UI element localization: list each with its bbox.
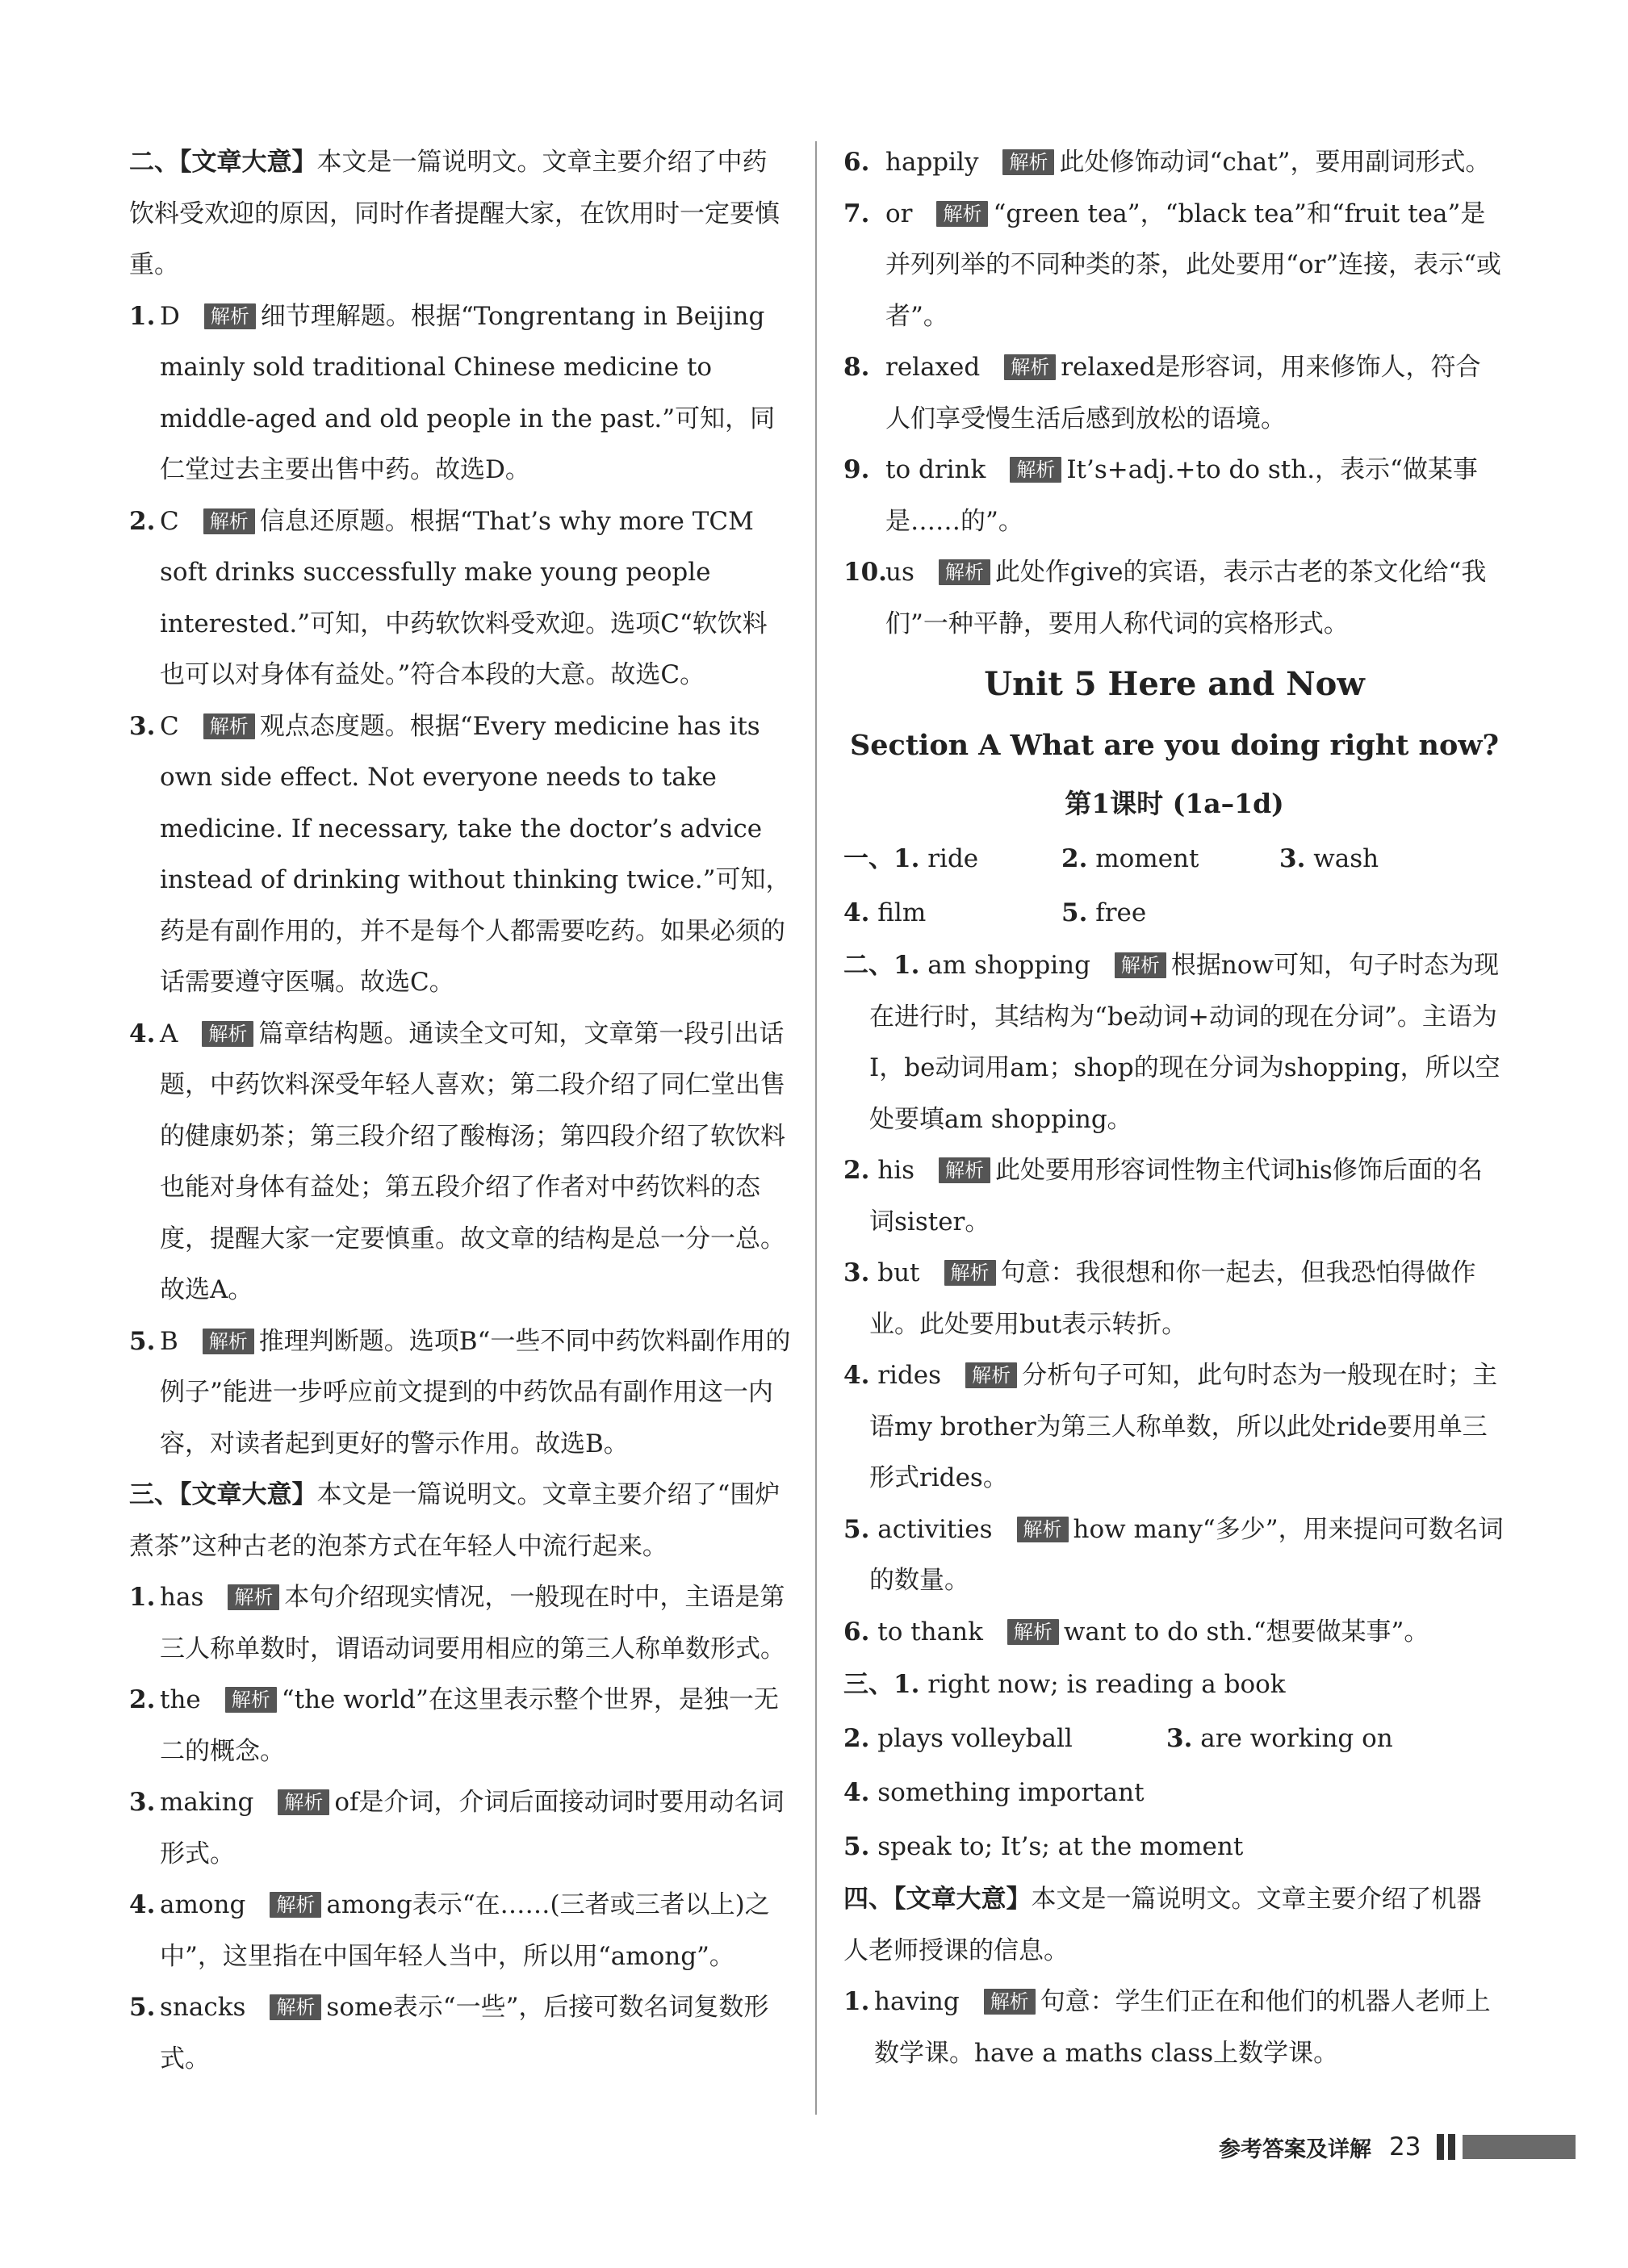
answer-item	[129, 1316, 791, 1471]
column-divider	[815, 141, 817, 2115]
answer: happily	[885, 148, 979, 177]
unit-title: Unit 5 Here and Now	[984, 665, 1365, 703]
summary-label: 【文章大意】	[179, 1480, 317, 1509]
item-number: 8.	[843, 353, 870, 382]
analysis-tag: 解析	[1002, 149, 1054, 175]
answer: plays volleyball	[877, 1724, 1073, 1753]
analysis-tag: 解析	[228, 1584, 279, 1610]
item-number: 2.	[843, 1724, 870, 1753]
answer-item	[843, 1248, 1505, 1350]
answer-item	[843, 189, 1505, 343]
page-number: 23	[1389, 2132, 1421, 2161]
item-number: 1.	[894, 1670, 920, 1699]
footer-bar-decoration	[1437, 2134, 1576, 2160]
answer: to drink	[885, 455, 986, 484]
item-number: 4.	[129, 1890, 156, 1919]
summary-text: 本文是一篇说明文。文章主要介绍了机器人老师授课的信息。	[843, 1885, 1482, 1965]
section-1-row-2	[843, 886, 1505, 940]
answer: us	[885, 558, 914, 587]
section-mark: 四、	[843, 1885, 894, 1914]
analysis-tag: 解析	[939, 1157, 990, 1183]
answer-item	[843, 1145, 1505, 1248]
page-footer	[1219, 2127, 1576, 2167]
answer-cell	[1279, 832, 1379, 886]
item-number: 4.	[843, 1778, 870, 1807]
item-number: 3.	[129, 1788, 156, 1817]
answer-item	[843, 1350, 1505, 1504]
analysis-text: 本句介绍现实情况，一般现在时中，主语是第三人称单数时，谓语动词要用相应的第三人称单数形式。	[160, 1583, 785, 1663]
summary-text: 本文是一篇说明文。文章主要介绍了“围炉煮茶”这种古老的泡茶方式在年轻人中流行起来。	[129, 1480, 781, 1561]
analysis-tag: 解析	[202, 1021, 253, 1047]
answer: speak to; It’s; at the moment	[877, 1832, 1244, 1861]
answer-cell	[1061, 886, 1146, 940]
answer-item	[129, 701, 791, 1009]
answer: activities	[877, 1514, 993, 1544]
analysis-text: among表示“在……(三者或三者以上)之中”，这里指在中国年轻人当中，所以用“among”。	[160, 1890, 770, 1971]
item-lead	[843, 1515, 869, 1544]
answer-cell	[843, 832, 1061, 886]
item-number: 2.	[129, 506, 156, 536]
section-1-row-1	[843, 832, 1505, 886]
section-3-row-4	[843, 1820, 1505, 1874]
summary-label: 【文章大意】	[894, 1885, 1032, 1914]
analysis-tag: 解析	[984, 1989, 1036, 2015]
left-column	[129, 137, 791, 2085]
answer-cell	[843, 1712, 1166, 1766]
analysis-text: 推理判断题。选项B“一些不同中药饮料副作用的例子”能进一步呼应前文提到的中药饮品有副作用这一内容，对读者起到更好的警示作用。故选B。	[160, 1326, 791, 1458]
answer: has	[160, 1583, 204, 1612]
item-lead	[843, 1258, 869, 1287]
analysis-text: 句意：学生们正在和他们的机器人老师上数学课。have a maths class上数学课。	[874, 1987, 1491, 2068]
answer: am shopping	[927, 951, 1090, 980]
answer-list-section-2-unit5	[843, 940, 1505, 1658]
answer: C	[160, 506, 179, 536]
item-number: 6.	[843, 148, 870, 177]
answer: among	[160, 1890, 246, 1919]
section-mark: 三、	[129, 1480, 179, 1509]
analysis-tag: 解析	[1004, 354, 1056, 380]
section-mark: 一、	[843, 844, 894, 873]
section-mark: 二、	[129, 148, 179, 177]
answer-item	[129, 1880, 791, 1982]
analysis-text: 此处作give的宾语，表示古老的茶文化给“我们”一种平静，要用人称代词的宾格形式。	[885, 558, 1487, 638]
item-number: 5.	[1061, 898, 1088, 927]
item-lead	[843, 951, 919, 980]
analysis-text: 篇章结构题。通读全文可知，文章第一段引出话题，中药饮料深受年轻人喜欢；第二段介绍了同仁堂出售的健康奶茶；第三段介绍了酸梅汤；第四段介绍了软饮料也能对身体有益处；第五段介绍了作者对中药饮料的态度，提醒大家一定要慎重。故文章的结构是总一分一总。故选A。	[160, 1019, 785, 1304]
answer: the	[160, 1685, 201, 1714]
answer-list-section-3	[129, 1572, 791, 2085]
analysis-text: 根据now可知，句子时态为现在进行时，其结构为“be动词+动词的现在分词”。主语为I，be动词用am；shop的现在分词为shopping，所以空处要填am shopping。	[869, 951, 1500, 1134]
summary-text: 本文是一篇说明文。文章主要介绍了中药饮料受欢迎的原因，同时作者提醒大家，在饮用时一定要慎重。	[129, 148, 780, 279]
analysis-tag: 解析	[270, 1892, 321, 1918]
analysis-tag: 解析	[204, 303, 256, 329]
answer: C	[160, 711, 179, 741]
answer-item	[843, 1607, 1505, 1659]
answer-item	[843, 445, 1505, 547]
right-column	[843, 137, 1505, 2079]
item-number: 5.	[129, 1993, 156, 2022]
analysis-text: 细节理解题。根据“Tongrentang in Beijing mainly sold traditional Chinese medicine to middle-aged and old people in the past.”可知，同仁堂过去主要出售中药。故选D。	[160, 301, 776, 484]
answer-cell	[1166, 1712, 1393, 1766]
analysis-text: of是介词，介词后面接动词时要用动名词形式。	[160, 1788, 785, 1868]
answer: free	[1095, 898, 1147, 927]
answer: film	[877, 898, 927, 927]
analysis-tag: 解析	[965, 1362, 1017, 1388]
section-3-row-2	[843, 1712, 1505, 1766]
item-lead	[843, 1361, 869, 1390]
item-lead	[843, 1156, 869, 1185]
analysis-text: some表示“一些”，后接可数名词复数形式。	[160, 1993, 769, 2073]
analysis-tag: 解析	[944, 1260, 996, 1286]
item-number: 5.	[843, 1832, 870, 1861]
answer-cell	[843, 1766, 1145, 1820]
answer-cell	[843, 886, 1061, 940]
answer-item	[129, 496, 791, 701]
analysis-text: 分析句子可知，此句时态为一般现在时；主语my brother为第三人称单数，所以此处ride要用单三形式rides。	[869, 1361, 1498, 1492]
answer: something important	[877, 1778, 1145, 1807]
article-summary-section-2	[129, 137, 791, 291]
analysis-tag: 解析	[1007, 1619, 1059, 1645]
answer-cell	[1061, 832, 1279, 886]
analysis-tag: 解析	[278, 1789, 329, 1815]
analysis-tag: 解析	[225, 1687, 277, 1713]
analysis-text: how many“多少”，用来提问可数名词的数量。	[869, 1514, 1504, 1595]
answer: snacks	[160, 1993, 246, 2022]
item-number: 4.	[843, 898, 870, 927]
answer: to thank	[877, 1617, 983, 1647]
analysis-text: 此处修饰动词“chat”，要用副词形式。	[1059, 148, 1491, 177]
item-number: 7.	[843, 199, 870, 228]
item-number: 10.	[843, 558, 887, 587]
lesson-title: 第1课时 (1a–1d)	[1065, 788, 1284, 819]
analysis-tag: 解析	[1115, 952, 1166, 978]
answer-item	[843, 137, 1505, 189]
answer-cell	[843, 1820, 1243, 1874]
answer: wash	[1313, 844, 1379, 873]
analysis-text: 观点态度题。根据“Every medicine has its own side effect. Not everyone needs to take medicine. If necessary, take the doctor’s advice instead of drinking without thinking twice.”可知，药是有副作用的，并不是每个人都需要吃药。如果必须的话需要遵守医嘱。故选C。	[160, 711, 791, 997]
section-3-row-3	[843, 1766, 1505, 1820]
answer: his	[877, 1156, 915, 1185]
answer: right now; is reading a book	[927, 1670, 1286, 1699]
analysis-text: It’s+adj.+to do sth.，表示“做某事是……的”。	[885, 455, 1478, 536]
item-number: 9.	[843, 455, 870, 484]
analysis-text: 句意：我很想和你一起去，但我恐怕得做作业。此处要用but表示转折。	[869, 1258, 1476, 1339]
answer: relaxed	[885, 353, 981, 382]
analysis-text: “green tea”，“black tea”和“fruit tea”是并列列举的不同种类的茶，此处要用“or”连接，表示“或者”。	[885, 199, 1502, 331]
answer-cell	[843, 1658, 1286, 1712]
item-number: 2.	[843, 1156, 870, 1185]
item-number: 5.	[129, 1326, 156, 1356]
analysis-tag: 解析	[1017, 1517, 1069, 1542]
item-number: 1.	[894, 951, 920, 980]
answer-item	[843, 547, 1505, 650]
answer: but	[877, 1258, 920, 1287]
section-mark: 二、	[843, 951, 894, 980]
answer: rides	[877, 1361, 942, 1390]
answer-item	[843, 1977, 1505, 2079]
answer: ride	[927, 844, 979, 873]
analysis-text: 信息还原题。根据“That’s why more TCM soft drinks successfully make young people interested.”可知，中药软饮料受欢迎。选项C“软饮料也可以对身体有益处。”符合本段的大意。故选C。	[160, 506, 768, 689]
article-summary-section-3	[129, 1470, 791, 1572]
analysis-text: want to do sth.“想要做某事”。	[1063, 1617, 1429, 1647]
item-number: 1.	[129, 1583, 156, 1612]
analysis-tag: 解析	[936, 201, 988, 227]
item-lead	[843, 1617, 869, 1647]
analysis-tag: 解析	[1010, 457, 1061, 483]
analysis-text: “the world”在这里表示整个世界，是独一无二的概念。	[160, 1685, 779, 1766]
answer: or	[885, 199, 913, 228]
answer: having	[874, 1987, 960, 2016]
item-number: 3.	[1166, 1724, 1193, 1753]
answer-item	[129, 1982, 791, 2085]
summary-label: 【文章大意】	[179, 148, 317, 177]
answer: A	[160, 1019, 178, 1048]
item-number: 2.	[1061, 844, 1088, 873]
item-number: 1.	[129, 301, 156, 331]
item-number: 5.	[843, 1514, 870, 1544]
answer-item	[843, 342, 1505, 445]
item-number: 3.	[129, 711, 156, 741]
answer-list-continued	[843, 137, 1505, 650]
answer-list-section-4	[843, 1977, 1505, 2079]
answer-item	[129, 1572, 791, 1675]
section-title: Section A What are you doing right now?	[850, 729, 1499, 762]
analysis-tag: 解析	[270, 1994, 321, 2020]
answer-item	[129, 1009, 791, 1316]
analysis-text: 此处要用形容词性物主代词his修饰后面的名词sister。	[869, 1156, 1483, 1237]
item-number: 6.	[843, 1617, 870, 1647]
article-summary-section-4	[843, 1874, 1505, 1977]
item-number: 3.	[843, 1258, 870, 1287]
answer-item	[129, 1675, 791, 1777]
answer: making	[160, 1788, 254, 1817]
answer: are working on	[1200, 1724, 1393, 1753]
analysis-tag: 解析	[203, 1329, 254, 1354]
item-number: 4.	[843, 1361, 870, 1390]
analysis-text: relaxed是形容词，用来修饰人，符合人们享受慢生活后感到放松的语境。	[885, 353, 1481, 433]
analysis-tag: 解析	[939, 559, 990, 585]
item-number: 1.	[843, 1987, 870, 2016]
footer-label: 参考答案及详解	[1219, 2136, 1371, 2162]
answer: moment	[1095, 844, 1199, 873]
answer-item	[843, 1504, 1505, 1607]
item-number: 1.	[894, 844, 920, 873]
section-mark: 三、	[843, 1670, 894, 1699]
answer-item	[129, 291, 791, 496]
answer-item	[129, 1777, 791, 1880]
item-number: 3.	[1279, 844, 1306, 873]
item-number: 4.	[129, 1019, 156, 1048]
section-3-row-1	[843, 1658, 1505, 1712]
analysis-tag: 解析	[203, 508, 255, 534]
item-number: 2.	[129, 1685, 156, 1714]
answer-list-section-2	[129, 291, 791, 1471]
analysis-tag: 解析	[203, 713, 255, 739]
answer: D	[160, 301, 180, 331]
answer: B	[160, 1326, 178, 1356]
answer-item	[843, 940, 1505, 1145]
